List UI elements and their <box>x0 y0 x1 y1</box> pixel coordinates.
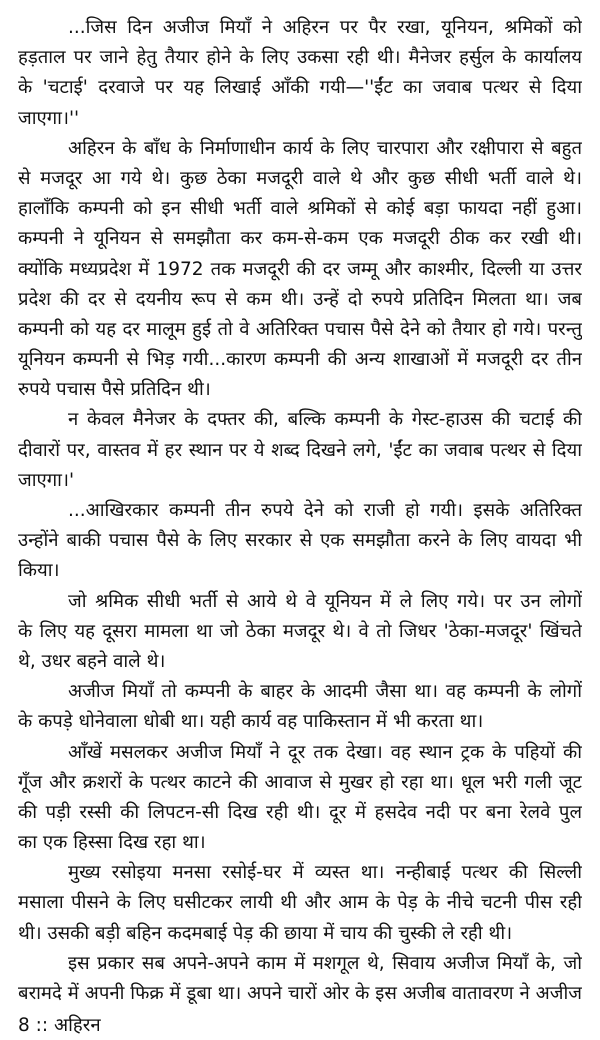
text-line: का एक हिस्सा दिख रहा था। <box>18 832 206 854</box>
text-line: के कपड़े धोनेवाला धोबी था। यही कार्य वह पाकिस्तान में भी करता था। <box>18 711 484 733</box>
text-line: ...आखिरकार कम्पनी तीन रुपये देने को राजी हो गयी। इसके अतिरिक्त <box>68 500 582 521</box>
text-line: कम्पनी को यह दर मालूम हुई तो वे अतिरिक्त पचास पैसे देने को तैयार हो गये। परन्तु <box>18 318 582 340</box>
text-line: न केवल मैनेजर के दफ्तर की, बल्कि कम्पनी के गेस्ट-हाउस की चटाई की <box>68 409 582 431</box>
text-line: हड़ताल पर जाने हेतु तैयार होने के लिए उकसा रही थी। मैनेजर हर्सुल के कार्यालय <box>18 47 582 69</box>
text-line: हालाँकि कम्पनी को इन सीधी भर्ती वाले श्रमिकों से कोई बड़ा फायदा नहीं हुआ। <box>18 198 582 220</box>
text-line: से मजदूर आ गये थे। कुछ ठेका मजदूरी वाले थे और कुछ सीधी भर्ती वाले थे। <box>18 167 582 189</box>
page-footer: 8 :: अहिरन <box>18 1015 101 1036</box>
text-line: थी। उसकी बड़ी बहिन कदमबाई पेड़ की छाया में चाय की चुस्की ले रही थी। <box>18 922 513 944</box>
text-line: यूनियन कम्पनी से भिड़ गयी...कारण कम्पनी की अन्य शाखाओं में मजदूरी दर तीन <box>18 349 582 371</box>
text-line: आँखें मसलकर अजीज मियाँ ने दूर तक देखा। वह स्थान ट्रक के पहियों की <box>68 741 582 763</box>
paragraph <box>18 496 582 587</box>
text-line: मसाला पीसने के लिए घसीटकर लायी थी और आम के पेड़ के नीचे चटनी पीस रही <box>18 892 582 914</box>
paragraph <box>18 134 582 406</box>
page-body <box>18 13 582 1009</box>
text-line: इस प्रकार सब अपने-अपने काम में मशगूल थे, सिवाय अजीज मियाँ के, जो <box>68 952 582 974</box>
text-line: थे, उधर बहने वाले थे। <box>18 650 166 672</box>
text-line: जो श्रमिक सीधी भर्ती से आये थे वे यूनियन में ले लिए गये। पर उन लोगों <box>68 590 582 612</box>
text-line: किया। <box>18 560 60 582</box>
paragraph <box>18 858 582 949</box>
paragraph <box>18 13 582 134</box>
text-line: प्रदेश की दर से दयनीय रूप से कम थी। उन्हें दो रुपये प्रतिदिन मिलता था। जब <box>18 288 582 310</box>
text-line: के लिए यह दूसरा मामला था जो ठेका मजदूर थे। वे तो जिधर 'ठेका-मजदूर' खिंचते <box>18 620 582 642</box>
text-line: अजीज मियाँ तो कम्पनी के बाहर के आदमी जैसा था। वह कम्पनी के लोगों <box>68 681 582 703</box>
text-line: जाएगा।' <box>18 469 75 491</box>
text-line: दीवारों पर, वास्तव में हर स्थान पर ये शब्द दिखने लगे, 'ईंट का जवाब पत्थर से दिया <box>18 439 582 461</box>
text-line: गूँज और क्रशरों के पत्थर काटने की आवाज से मुखर हो रहा था। धूल भरी गली जूट <box>18 771 582 793</box>
paragraph <box>18 677 582 737</box>
paragraph <box>18 949 582 1009</box>
text-line: बरामदे में अपनी फिक्र में डूबा था। अपने चारों ओर के इस अजीब वातावरण ने अजीज <box>18 983 582 1004</box>
text-line: अहिरन के बाँध के निर्माणाधीन कार्य के लिए चारपारा और रक्षीपारा से बहुत <box>68 137 582 159</box>
text-line: कम्पनी ने यूनियन से समझौता कर कम-से-कम एक मजदूरी ठीक कर रखी थी। <box>18 228 582 250</box>
text-line: रुपये पचास पैसे प्रतिदिन थी। <box>18 379 211 401</box>
text-line: के 'चटाई' दरवाजे पर यह लिखाई आँकी गयी—''ईंट का जवाब पत्थर से दिया <box>18 77 582 99</box>
paragraph <box>18 405 582 496</box>
text-line: मुख्य रसोइया मनसा रसोई-घर में व्यस्त था। नन्हीबाई पत्थर की सिल्ली <box>68 862 582 884</box>
text-line: उन्होंने बाकी पचास पैसे के लिए सरकार से एक समझौता करने के लिए वायदा भी <box>18 530 582 552</box>
text-line: की पड़ी रस्सी की लिपटन-सी दिख रही थी। दूर में हसदेव नदी पर बना रेलवे पुल <box>18 801 582 823</box>
paragraph <box>18 738 582 859</box>
text-line: क्योंकि मध्यप्रदेश में 1972 तक मजदूरी की दर जम्मू और काश्मीर, दिल्ली या उत्तर <box>18 258 582 280</box>
paragraph <box>18 587 582 678</box>
text-line: जाएगा।'' <box>18 107 80 129</box>
text-line: ...जिस दिन अजीज मियाँ ने अहिरन पर पैर रखा, यूनियन, श्रमिकों को <box>68 17 582 38</box>
